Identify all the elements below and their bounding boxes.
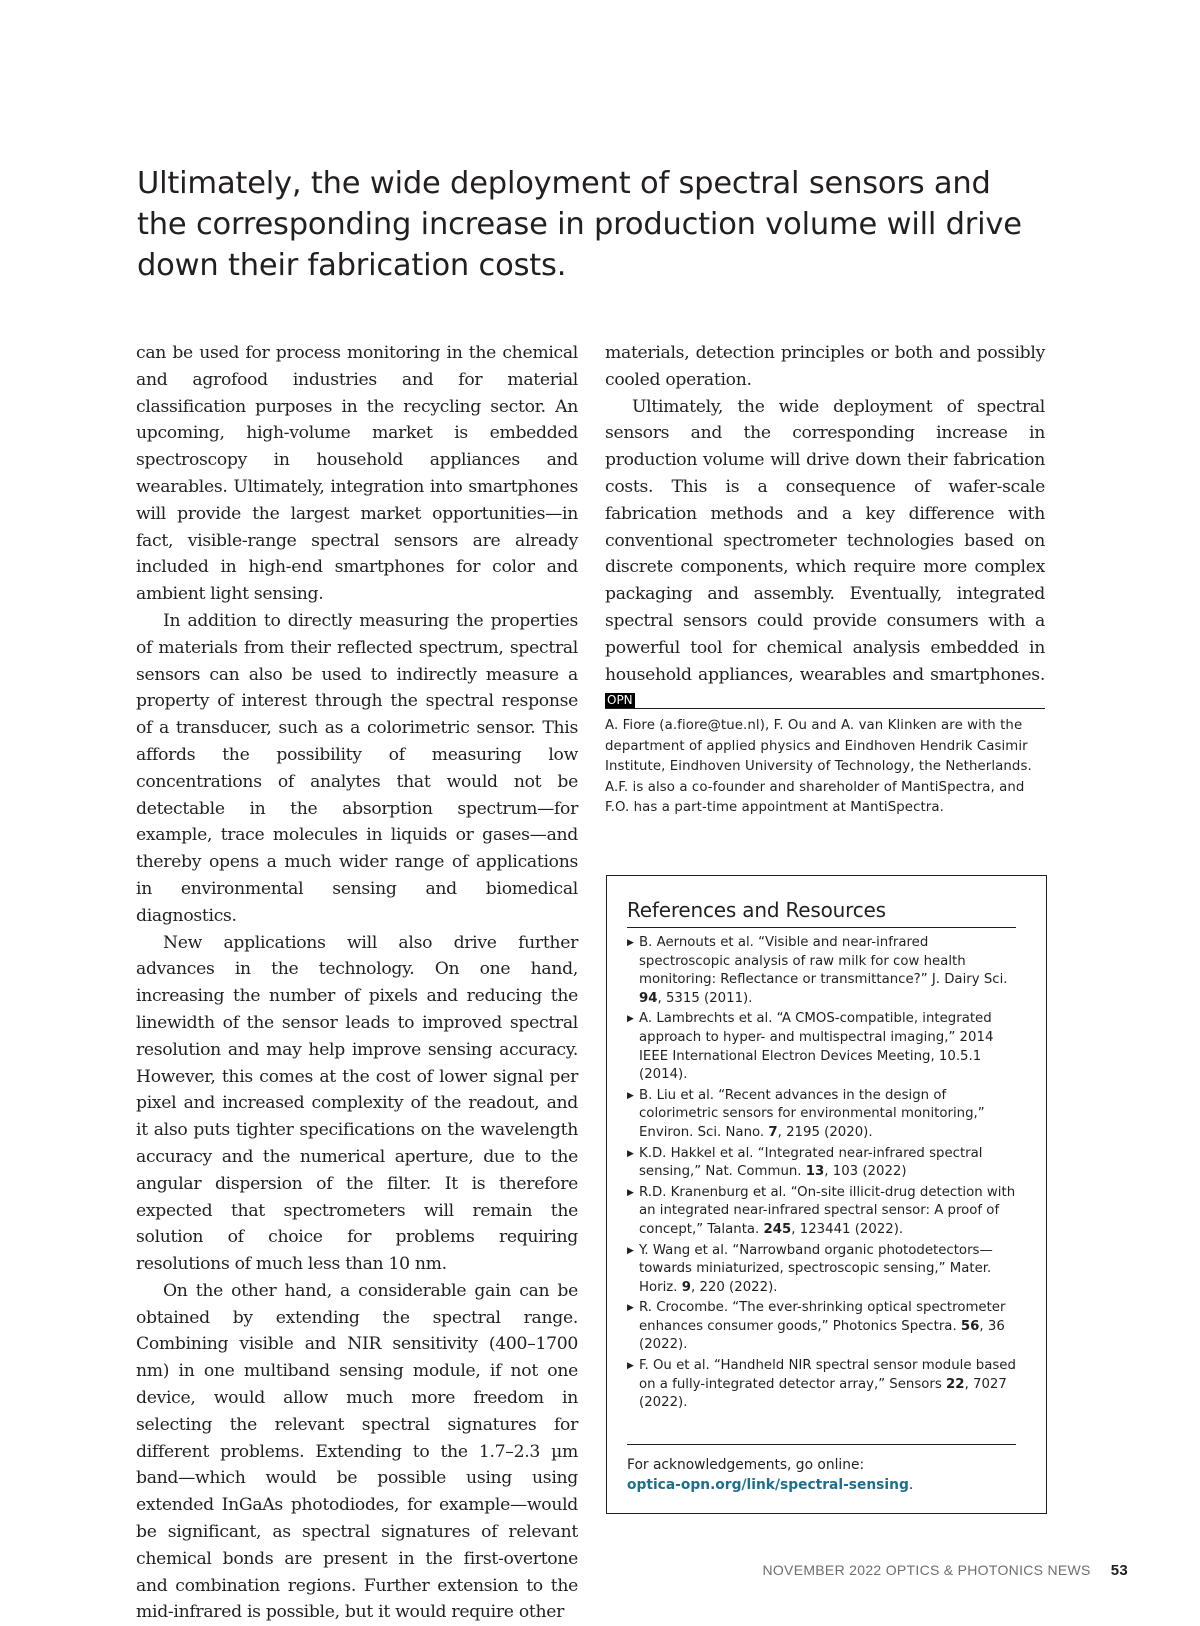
pull-quote: Ultimately, the wide deployment of spectral sensors and the corresponding increase in production volume will drive down their fabrication costs. bbox=[137, 166, 1022, 283]
page-number: 53 bbox=[1110, 1562, 1128, 1579]
reference-item bbox=[627, 934, 1016, 1008]
reference-text: B. Liu et al. “Recent advances in the design of colorimetric sensors for environmental monitoring,” Environ. Sci. Nano. bbox=[639, 1087, 985, 1140]
paragraph: In addition to directly measuring the properties of materials from their reflected spectrum, spectral sensors can also be used to indirectly measure a property of interest through the spectral response of a transducer, such as a colorimetric sensor. This affords the possibility of measuring low concentrations of analytes that would not be detectable in the absorption spectrum—for example, trace molecules in liquids or gases—and thereby opens a much wider range of applications in environmental sensing and biomedical diagnostics. bbox=[136, 610, 578, 926]
issue-label: NOVEMBER 2022 OPTICS & PHOTONICS NEWS bbox=[762, 1562, 1091, 1578]
reference-volume: 9 bbox=[681, 1279, 691, 1295]
acknowledgements-period: . bbox=[908, 1477, 914, 1493]
references-list bbox=[627, 934, 1016, 1413]
reference-tail: , 103 (2022) bbox=[824, 1164, 907, 1180]
reference-item bbox=[627, 1242, 1016, 1298]
reference-text: K.D. Hakkel et al. “Integrated near-infrared spectral sensing,” Nat. Commun. bbox=[639, 1145, 983, 1180]
body-column-right bbox=[605, 340, 1045, 715]
reference-item bbox=[627, 1145, 1016, 1182]
acknowledgements-note bbox=[627, 1444, 1016, 1495]
paragraph: can be used for process monitoring in the chemical and agrofood industries and for material classification purposes in the recycling sector. An upcoming, high-volume market is embedded spectroscopy in household appliances and wearables. Ultimately, integration into smartphones will provide the largest market opportunities—in fact, visible-range spectral sensors are already included in high-end smartphones for color and ambient light sensing. bbox=[136, 343, 578, 605]
triangle-bullet-icon: ▶ bbox=[627, 938, 634, 948]
reference-tail: , 220 (2022). bbox=[691, 1279, 778, 1295]
reference-volume: 7 bbox=[768, 1124, 778, 1140]
reference-tail: , 5315 (2011). bbox=[657, 990, 753, 1006]
reference-text: B. Aernouts et al. “Visible and near-infrared spectroscopic analysis of raw milk for cow health monitoring: Reflectance or transmittance?” J. Dairy Sci. bbox=[639, 935, 1008, 988]
reference-volume: 94 bbox=[639, 990, 658, 1006]
triangle-bullet-icon: ▶ bbox=[627, 1303, 634, 1314]
reference-item bbox=[627, 1184, 1016, 1240]
reference-item bbox=[627, 1010, 1016, 1084]
triangle-bullet-icon: ▶ bbox=[627, 1187, 634, 1198]
reference-tail: , 36 (2022). bbox=[639, 1318, 1005, 1353]
reference-text: A. Lambrechts et al. “A CMOS-compatible, integrated approach to hyper- and multispectral imaging,” 2014 IEEE International Electron Devices Meeting, 10.5.1 (2014). bbox=[639, 1011, 994, 1083]
triangle-bullet-icon: ▶ bbox=[627, 1361, 634, 1372]
acknowledgements-link[interactable]: optica-opn.org/link/spectral-sensing bbox=[627, 1477, 909, 1493]
reference-tail: , 2195 (2020). bbox=[777, 1124, 873, 1140]
reference-text: R.D. Kranenburg et al. “On-site illicit-drug detection with an integrated near-infrared spectral sensor: A proof of concept,” Talanta. bbox=[639, 1184, 1016, 1237]
reference-text: Y. Wang et al. “Narrowband organic photodetectors—towards miniaturized, spectroscopic sensing,” Mater. Horiz. bbox=[639, 1242, 993, 1295]
triangle-bullet-icon: ▶ bbox=[627, 1148, 634, 1159]
reference-item bbox=[627, 1087, 1016, 1143]
references-box bbox=[606, 875, 1047, 1514]
reference-text: R. Crocombe. “The ever-shrinking optical spectrometer enhances consumer goods,” Photonics Spectra. bbox=[639, 1300, 1006, 1334]
paragraph bbox=[605, 394, 1045, 716]
references-title: References and Resources bbox=[627, 896, 1016, 928]
reference-text: F. Ou et al. “Handheld NIR spectral sensor module based on a fully-integrated detector array,” Sensors bbox=[639, 1358, 1016, 1392]
paragraph: On the other hand, a considerable gain can be obtained by extending the spectral range. Combining visible and NIR sensitivity (400–1700 nm) in one multiband sensing module, if not one device, would allow much more freedom in selecting the relevant spectral signatures for different problems. Extending to the 1.7–2.3 µm band—which would be possible using using extended InGaAs photodiodes, for example—would be significant, as spectral signatures of relevant chemical bonds are present in the first-overtone and combination regions. Further extension to the mid-infrared is possible, but it would require other bbox=[136, 1280, 578, 1623]
reference-volume: 13 bbox=[805, 1164, 825, 1180]
paragraph: materials, detection principles or both and possibly cooled operation. bbox=[605, 343, 1045, 390]
paragraph: New applications will also drive further advances in the technology. On one hand, increasing the number of pixels and reducing the linewidth of the sensor leads to improved spectral resolution and may help improve sensing accuracy. However, this comes at the cost of lower signal per pixel and increased complexity of the readout, and it also puts tighter specifications on the wavelength accuracy and the numerical aperture, due to the angular dispersion of the filter. It is therefore expected that spectrometers will remain the solution of choice for problems requiring resolutions of much less than 10 nm. bbox=[136, 932, 578, 1275]
triangle-bullet-icon: ▶ bbox=[627, 1090, 634, 1101]
paragraph-text: Ultimately, the wide deployment of spectral sensors and the corresponding increase in production volume will drive down their fabrication costs. This is a consequence of wafer-scale fabrication methods and a key difference with conventional spectrometer technologies based on discrete components, which require more complex packaging and assembly. Eventually, integrated spectral sensors could provide consumers with a powerful tool for chemical analysis embedded in household appliances, wearables and smartphones. bbox=[605, 396, 1045, 685]
reference-volume: 56 bbox=[960, 1318, 980, 1334]
author-bio: A. Fiore (a.fiore@tue.nl), F. Ou and A. van Klinken are with the department of applied physics and Eindhoven Hendrik Casimir Institute, Eindhoven University of Technology, the Netherlands. A.F. is also a co-founder and shareholder of MantiSpectra, and F.O. has a part-time appointment at MantiSpectra. bbox=[605, 708, 1045, 819]
reference-volume: 245 bbox=[763, 1221, 792, 1237]
triangle-bullet-icon: ▶ bbox=[627, 1014, 634, 1025]
acknowledgements-text: For acknowledgements, go online: bbox=[627, 1457, 865, 1473]
page-footer bbox=[762, 1560, 1128, 1581]
triangle-bullet-icon: ▶ bbox=[627, 1245, 634, 1256]
reference-tail: , 123441 (2022). bbox=[791, 1221, 904, 1237]
body-column-left bbox=[136, 340, 578, 1626]
reference-tail: , 7027 (2022). bbox=[639, 1376, 1007, 1411]
reference-item bbox=[627, 1357, 1016, 1413]
opn-end-mark: OPN bbox=[607, 693, 633, 708]
reference-volume: 22 bbox=[946, 1376, 965, 1392]
reference-item bbox=[627, 1299, 1016, 1355]
